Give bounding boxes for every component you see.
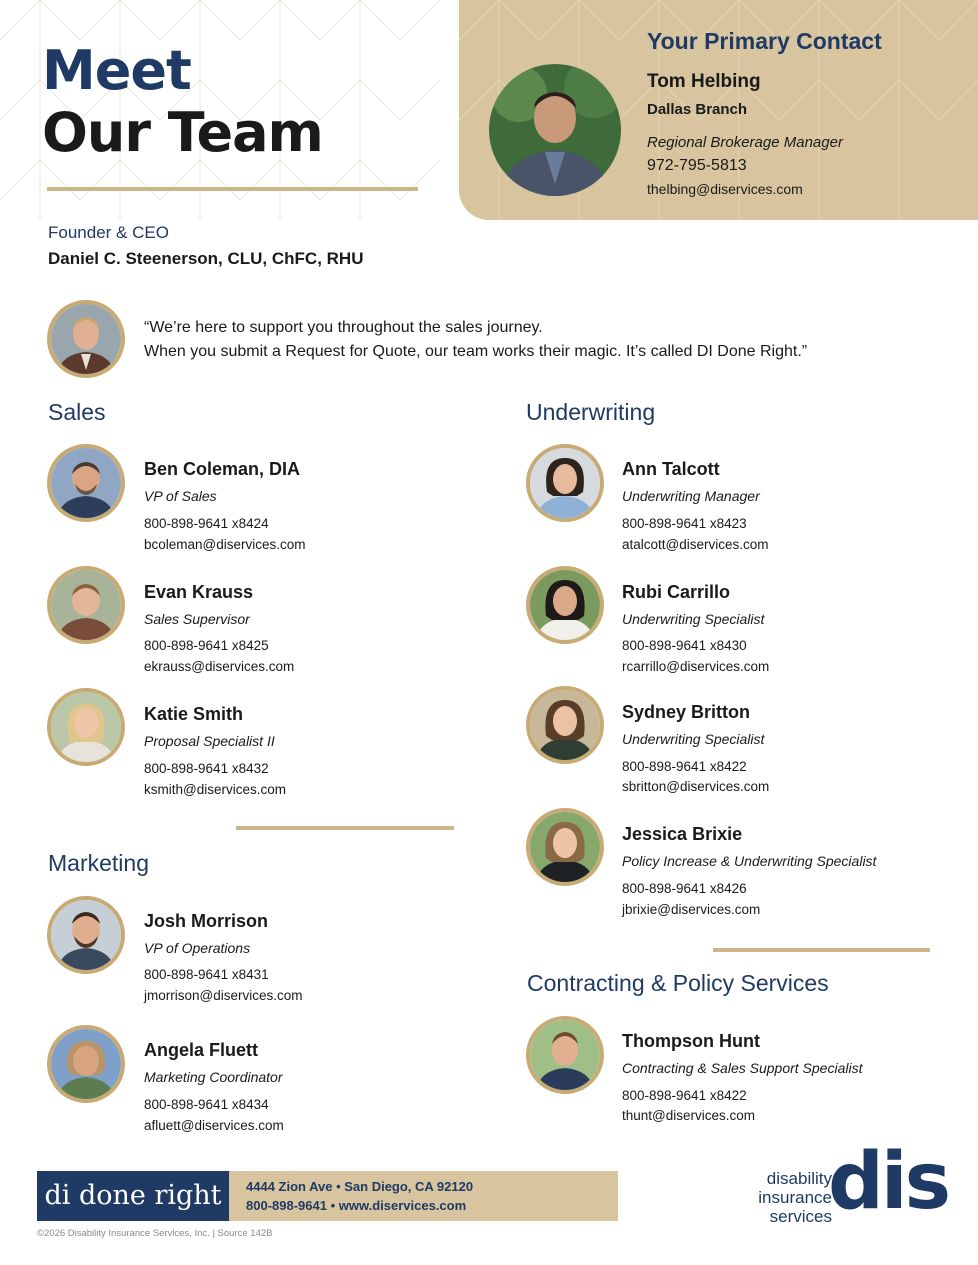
title-line-our-team: Our Team bbox=[42, 101, 323, 164]
member-email[interactable]: thunt@diservices.com bbox=[622, 1108, 756, 1123]
section-title-sales: Sales bbox=[48, 399, 106, 425]
footer-logo: di done right bbox=[37, 1171, 229, 1221]
member-photo bbox=[47, 896, 125, 974]
primary-contact-name: Tom Helbing bbox=[647, 71, 761, 92]
section-title-contracting: Contracting & Policy Services bbox=[527, 970, 829, 996]
founder-name: Daniel C. Steenerson, CLU, ChFC, RHU bbox=[48, 249, 364, 268]
member-name: Evan Krauss bbox=[144, 582, 254, 602]
page-title bbox=[42, 39, 323, 164]
member-title: Policy Increase & Underwriting Specialist bbox=[622, 853, 877, 869]
member-photo bbox=[47, 444, 125, 522]
member-title: Contracting & Sales Support Specialist bbox=[622, 1060, 863, 1076]
section-title-underwriting: Underwriting bbox=[526, 399, 656, 425]
founder-label: Founder & CEO bbox=[48, 223, 169, 242]
brand-word-3: services bbox=[769, 1207, 832, 1226]
member-email[interactable]: ekrauss@diservices.com bbox=[144, 659, 295, 674]
brand-logo-mark: dis bbox=[828, 1137, 948, 1227]
member-email[interactable]: atalcott@diservices.com bbox=[622, 537, 769, 552]
member-title: Sales Supervisor bbox=[144, 611, 250, 627]
copyright: ©2026 Disability Insurance Services, Inc. | Source 142B bbox=[37, 1228, 273, 1239]
quote-line-1: “We’re here to support you throughout the sales journey. bbox=[144, 319, 543, 336]
member-email[interactable]: ksmith@diservices.com bbox=[144, 782, 286, 797]
member-name: Katie Smith bbox=[144, 704, 244, 724]
primary-contact-phone[interactable]: 972-795-5813 bbox=[647, 157, 747, 174]
member-phone[interactable]: 800-898-9641 x8426 bbox=[622, 881, 747, 896]
member-photo bbox=[47, 1025, 125, 1103]
section-title-marketing: Marketing bbox=[48, 850, 149, 876]
member-name: Sydney Britton bbox=[622, 702, 751, 722]
member-phone[interactable]: 800-898-9641 x8434 bbox=[144, 1097, 269, 1112]
member-name: Angela Fluett bbox=[144, 1040, 259, 1060]
member-email[interactable]: bcoleman@diservices.com bbox=[144, 537, 306, 552]
member-photo bbox=[526, 566, 604, 644]
member-photo bbox=[526, 1016, 604, 1094]
member-photo bbox=[47, 566, 125, 644]
title-line-meet: Meet bbox=[42, 39, 191, 102]
primary-contact-heading: Your Primary Contact bbox=[647, 28, 882, 54]
member-title: Underwriting Manager bbox=[622, 488, 760, 504]
member-title: VP of Operations bbox=[144, 940, 251, 956]
member-name: Rubi Carrillo bbox=[622, 582, 731, 602]
member-phone[interactable]: 800-898-9641 x8430 bbox=[622, 638, 747, 653]
footer-address: 4444 Zion Ave • San Diego, CA 92120 bbox=[246, 1179, 474, 1194]
primary-contact-branch: Dallas Branch bbox=[647, 101, 748, 118]
primary-contact-email[interactable]: thelbing@diservices.com bbox=[647, 181, 803, 197]
member-photo bbox=[526, 808, 604, 886]
member-email[interactable]: sbritton@diservices.com bbox=[622, 779, 770, 794]
member-title: Marketing Coordinator bbox=[144, 1069, 283, 1085]
member-phone[interactable]: 800-898-9641 x8432 bbox=[144, 761, 269, 776]
member-photo bbox=[47, 688, 125, 766]
member-photo bbox=[526, 686, 604, 764]
member-phone[interactable]: 800-898-9641 x8422 bbox=[622, 759, 747, 774]
member-email[interactable]: jbrixie@diservices.com bbox=[622, 902, 761, 917]
founder-quote bbox=[144, 316, 807, 364]
brand-word-1: disability bbox=[766, 1169, 832, 1188]
member-phone[interactable]: 800-898-9641 x8424 bbox=[144, 516, 269, 531]
founder-photo bbox=[47, 300, 125, 378]
quote-line-2: When you submit a Request for Quote, our team works their magic. It’s called DI Done Right.” bbox=[144, 343, 808, 360]
member-email[interactable]: rcarrillo@diservices.com bbox=[622, 659, 770, 674]
member-name: Josh Morrison bbox=[144, 911, 269, 931]
brand-word-2: insurance bbox=[758, 1188, 832, 1207]
member-name: Ann Talcott bbox=[622, 459, 720, 479]
member-phone[interactable]: 800-898-9641 x8425 bbox=[144, 638, 269, 653]
primary-contact-photo bbox=[489, 64, 621, 196]
member-phone[interactable]: 800-898-9641 x8431 bbox=[144, 967, 269, 982]
member-photo bbox=[526, 444, 604, 522]
member-phone[interactable]: 800-898-9641 x8422 bbox=[622, 1088, 747, 1103]
member-title: VP of Sales bbox=[144, 488, 217, 504]
member-title: Underwriting Specialist bbox=[622, 611, 765, 627]
member-name: Thompson Hunt bbox=[622, 1031, 760, 1051]
member-name: Jessica Brixie bbox=[622, 824, 743, 844]
member-title: Underwriting Specialist bbox=[622, 731, 765, 747]
brand-wordmark bbox=[740, 1169, 832, 1226]
section-divider bbox=[713, 948, 930, 952]
footer-contact[interactable]: 800-898-9641 • www.diservices.com bbox=[246, 1198, 467, 1213]
member-email[interactable]: afluett@diservices.com bbox=[144, 1118, 284, 1133]
member-title: Proposal Specialist II bbox=[144, 733, 275, 749]
member-name: Ben Coleman, DIA bbox=[144, 459, 301, 479]
member-phone[interactable]: 800-898-9641 x8423 bbox=[622, 516, 747, 531]
section-divider bbox=[236, 826, 454, 830]
member-email[interactable]: jmorrison@diservices.com bbox=[144, 988, 303, 1003]
primary-contact-title: Regional Brokerage Manager bbox=[647, 134, 843, 151]
title-divider bbox=[47, 187, 418, 191]
